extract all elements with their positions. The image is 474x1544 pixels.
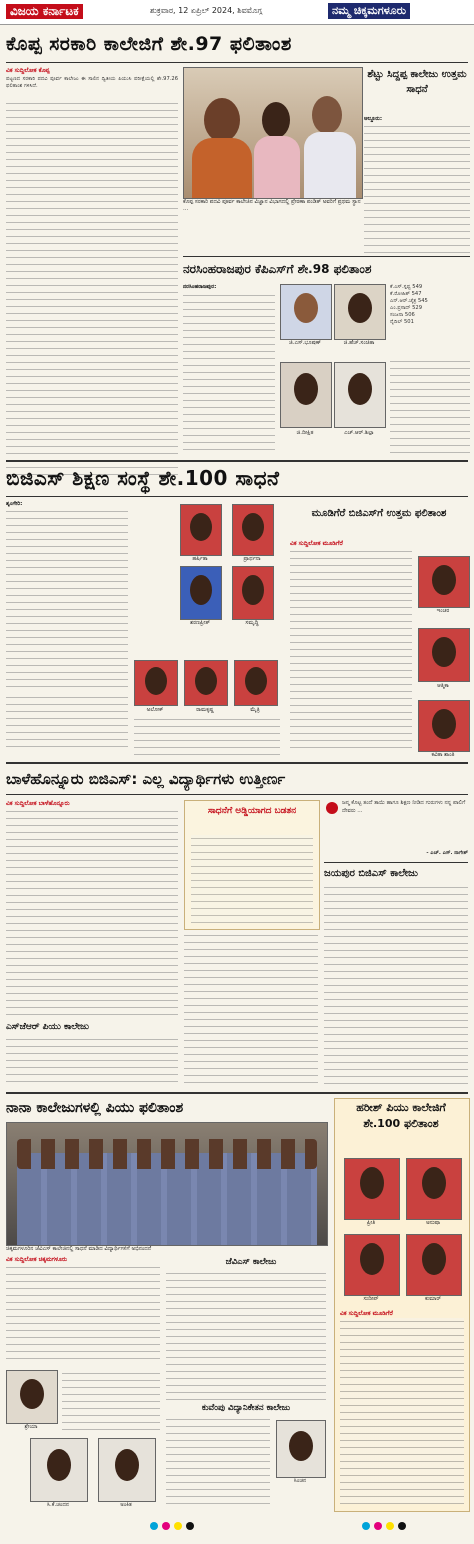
student-name: ಜಿ.ದೀಕ್ಷಿತ (296, 430, 314, 436)
divider (6, 1092, 468, 1094)
sidebar-body-2 (184, 932, 318, 1084)
student-name: ಸಮೃದ್ಧಿ (245, 620, 259, 626)
quote-text: ಜನ್ಮ ಕೊಟ್ಟ ತಂದೆ ತಾಯಿ ಹಾಗೂ ಶಿಕ್ಷಣ ನೀಡಿದ ಗುರುಗಳು ನನ್ನ ಪಾಲಿಗೆ ದೇವರು ... (342, 800, 466, 814)
story7-headline: ಜಯಪುರ ಬಿಜಿಎಸ್ ಕಾಲೇಜು (324, 868, 418, 879)
registration-marks (362, 1520, 422, 1532)
student-photo (180, 504, 222, 556)
student-name: ಸುದೀಪ್ (363, 1296, 379, 1302)
student-photo (334, 284, 386, 340)
student-name: ಮೈತ್ರಿ (250, 707, 260, 713)
student-photo (344, 1158, 400, 1220)
paper-name: ವಿಜಯ ಕರ್ನಾಟಕ (6, 4, 83, 19)
student-photo (180, 566, 222, 620)
story4-headline: ಬಿಜಿಎಸ್ ಶಿಕ್ಷಣ ಸಂಸ್ಥೆ ಶೇ.100 ಸಾಧನೆ (6, 466, 280, 490)
student-name: ಅನುಷಾ (425, 1220, 441, 1226)
student-name: ಆತ್ಮಿಕಾ (437, 683, 449, 689)
student-name: ಕವಿತಾ ಶಾಂತಿ (431, 752, 455, 758)
divider (183, 256, 470, 257)
student-name: ಸಿಂಚನ (293, 1478, 307, 1484)
story8-body-2 (62, 1370, 160, 1430)
story4-body (6, 508, 128, 688)
student-photo (234, 660, 278, 706)
sidebar-body (191, 835, 313, 923)
divider (6, 794, 468, 795)
student-photo (98, 1438, 156, 1502)
divider (6, 762, 468, 764)
story8-body-3 (166, 1270, 326, 1400)
registration-marks (150, 1520, 330, 1532)
student-photo (406, 1234, 462, 1296)
story1-lead: ಪಟ್ಟಣದ ಸರಕಾರಿ ಪದವಿ ಪೂರ್ವ ಕಾಲೇಜು ಈ ಸಾಲಿನ ದ್ವಿತೀಯ ಪಿಯುಸಿ ಪರೀಕ್ಷೆಯಲ್ಲಿ ಶೇ.97.26 ಫಲಿತಾಂಶ ಗಳಿಸಿದೆ. (6, 76, 178, 90)
story3-headline: ನರಸಿಂಹರಾಜಪುರ ಕೆಪಿಎಸ್‌ಗೆ ಶೇ.98 ಫಲಿತಾಂಶ (183, 262, 372, 276)
student-name: ಎಚ್.ಆರ್.ಶಿಲ್ಪಾ (344, 430, 374, 436)
story2-byline: ಆಲ್ದೂರು: (364, 116, 383, 122)
divider (6, 62, 468, 63)
student-photo (406, 1158, 462, 1220)
story2-headline: ಶೆಟ್ಟು ಸಿದ್ದಪ್ಪ ಕಾಲೇಜು ಉತ್ತಮ ಸಾಧನೆ (367, 69, 467, 95)
student-photo (232, 504, 274, 556)
story1-photo-caption: ಕೊಪ್ಪ ಸರಕಾರಿ ಪದವಿ ಪೂರ್ವ ಕಾಲೇಜಿನ ವಿಜ್ಞಾನ ವಿಭಾಗದಲ್ಲಿ ಪ್ರೇರಣಾ ಪಂಡಿತ್ ಅವರಿಗೆ ಪ್ರಥಮ ಸ್ಥಾನ ... (183, 199, 361, 212)
story5-body (290, 548, 412, 752)
story3-body (183, 292, 275, 454)
story8-photo-caption: ಚಿಕ್ಕಮಗಳೂರಿನ ಜೆವಿಎಸ್ ಕಾಲೇಜಿನಲ್ಲಿ ಸಾಧನೆ ಮಾಡಿದ ವಿದ್ಯಾರ್ಥಿಗಳಿಗೆ ಅಭಿನಂದನೆ (6, 1246, 152, 1252)
story8-photo (6, 1122, 328, 1246)
masthead (0, 0, 474, 25)
student-photo (418, 556, 470, 608)
result-line: ಎನ್.ಆರ್.ಚೈತ್ರ 545 (390, 298, 428, 305)
story8-body (6, 1264, 160, 1364)
student-photo (30, 1438, 88, 1502)
story9-body (340, 1318, 464, 1504)
student-photo (134, 660, 178, 706)
date-line: ಶುಕ್ರವಾರ, 12 ಏಪ್ರಿಲ್ 2024, ಶಿವಮೊಗ್ಗ (150, 6, 263, 15)
quote-mark-icon (326, 802, 338, 814)
sidebar-headline: ಸಾಧನೆಗೆ ಅಡ್ಡಿಯಾಗದ ಬಡತನ (207, 806, 297, 816)
result-line: ನೈದಿಲ್ 501 (390, 319, 414, 326)
student-name: ಶರಣಪ್ರೀತ್ (190, 620, 210, 626)
student-name: ಪ್ರೀತಿ (366, 1220, 376, 1226)
student-photo (334, 362, 386, 428)
student-name: ಜಿ.ಹೆಚ್.ಸಂಚಿತಾ (343, 340, 375, 346)
student-name: ಹರ್ಷಿತಾ (192, 556, 208, 562)
section-name: ನಮ್ಮ ಚಿಕ್ಕಮಗಳೂರು (328, 3, 410, 19)
student-name: ಅಂಕಿತ (120, 1502, 132, 1508)
story1-photo (183, 67, 363, 199)
story8-subhead-2: ಕುವೆಂಪು ವಿದ್ಯಾನಿಕೇತನ ಕಾಲೇಜು (201, 1403, 291, 1413)
story6-body-2 (6, 1036, 178, 1086)
story2-body (364, 123, 470, 253)
story1-body (6, 100, 178, 478)
student-name: ಪ್ರಾರ್ಥನಾ (243, 556, 261, 562)
story8-headline: ನಾನಾ ಕಾಲೇಜುಗಳಲ್ಲಿ ಪಿಯು ಫಲಿತಾಂಶ (6, 1100, 184, 1116)
result-line: ಕೆ.ಎಸ್.ಸ್ಪಷ್ಟ 549 (390, 284, 423, 290)
story3-byline: ನರಸಿಂಹರಾಜಪುರ: (183, 284, 217, 290)
result-line: ಎಂ.ಪ್ರಸಾದ್ 529 (390, 305, 422, 312)
student-name: ರಾಮಕೃಷ್ಣ (196, 707, 214, 713)
story4-body-2 (6, 694, 128, 749)
student-name: ಜಿ.ಎಸ್.ಭೂಷಣ್ (289, 340, 321, 346)
student-photo (280, 284, 332, 340)
story6-byline: ವಿಕ ಸುದ್ದಿಲೋಕ ಬಾಳೆಹೊನ್ನೂರು (6, 800, 70, 807)
story3-results (390, 284, 470, 356)
student-photo (280, 362, 332, 428)
divider (6, 496, 468, 497)
story9-headline: ಹರೀಶ್ ಪಿಯು ಕಾಲೇಜಿಗೆ ಶೇ.100 ಫಲಿತಾಂಶ (356, 1101, 446, 1130)
story8-body-4 (166, 1416, 270, 1508)
student-name: ಕುಮಾರ್ (424, 1296, 442, 1302)
student-name: ಅಲೋಕ್ (146, 707, 164, 713)
story6-body (6, 808, 178, 1018)
story1-headline: ಕೊಪ್ಪ ಸರಕಾರಿ ಕಾಲೇಜಿಗೆ ಶೇ.97 ಫಲಿತಾಂಶ (6, 33, 292, 55)
story8-subhead-1: ಜೆವಿಎಸ್ ಕಾಲೇಜು (225, 1257, 277, 1267)
story4-body-3 (134, 716, 280, 756)
divider (324, 862, 468, 863)
result-line: ಸಂಜನಾ 506 (390, 312, 415, 319)
story6-subhead: ಎಸ್‌ಜೆಆರ್ ಪಿಯು ಕಾಲೇಜು (6, 1022, 89, 1032)
student-name: ಸಿ.ಕೆ.ಚಂದನ (47, 1502, 69, 1508)
story4-byline: ಶೃಂಗೇರಿ: (6, 501, 23, 507)
student-photo (6, 1370, 58, 1424)
story7-body (324, 884, 468, 1084)
story8-byline: ವಿಕ ಸುದ್ದಿಲೋಕ ಚಿಕ್ಕಮಗಳೂರು (6, 1256, 68, 1263)
result-line: ಕೆ.ರೋಹಿತ್ 547 (390, 291, 422, 298)
student-photo (418, 628, 470, 682)
student-name: ಇಂಚರ (436, 608, 450, 614)
story5-headline: ಮೂಡಿಗೆರೆ ಬಿಜಿಎಸ್‌ಗೆ ಉತ್ತಮ ಫಲಿತಾಂಶ (311, 508, 447, 519)
student-name: ಶ್ರೇಯಾ (24, 1424, 38, 1430)
story1-byline: ವಿಕ ಸುದ್ದಿಲೋಕ ಕೊಪ್ಪ (6, 67, 50, 74)
sidebar-box (184, 800, 320, 930)
student-photo (276, 1420, 326, 1478)
student-photo (184, 660, 228, 706)
student-photo (232, 566, 274, 620)
story5-byline: ವಿಕ ಸುದ್ದಿಲೋಕ ಮೂಡಿಗೆರೆ (290, 540, 343, 547)
story9-byline: ವಿಕ ಸುದ್ದಿಲೋಕ ಮೂಡಿಗೆರೆ (340, 1310, 393, 1317)
quote-author: - ಎಚ್. ಎಸ್. ನಾಗೇಶ್ (426, 850, 468, 856)
student-photo (344, 1234, 400, 1296)
story3-body-2 (390, 358, 470, 454)
student-photo (418, 700, 470, 752)
story6-headline: ಬಾಳೆಹೊನ್ನೂರು ಬಿಜಿಎಸ್: ಎಲ್ಲ ವಿದ್ಯಾರ್ಥಿಗಳು ಉತ್ತೀರ್ಣ (6, 770, 286, 788)
